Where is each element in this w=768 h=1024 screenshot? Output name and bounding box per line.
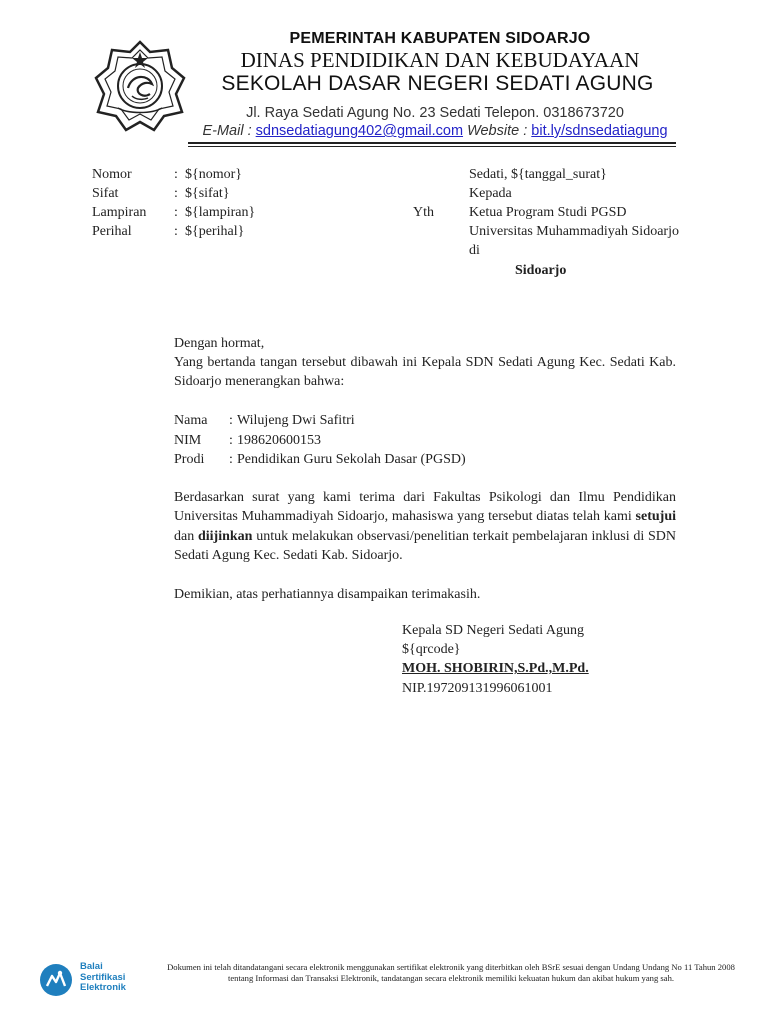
meta-colon: : [174,224,178,239]
email-label: E-Mail : [202,123,252,139]
meta-key: Nomor [92,167,132,182]
letterhead-department: DINAS PENDIDIKAN DAN KEBUDAYAAN [240,48,640,72]
approval-paragraph [174,488,676,565]
meta-colon: : [174,205,178,220]
website-link[interactable]: bit.ly/sdnsedatiagung [531,123,668,139]
intro-paragraph: Yang bertanda tangan tersebut dibawah ini Kepala SDN Sedati Agung Kec. Sedati Kab. Sidoarjo menerangkan bahwa: [174,355,676,390]
letterhead-school-name: SEKOLAH DASAR NEGERI SEDATI AGUNG [221,72,654,95]
meta-value: ${sifat} [185,186,230,201]
yth-label: Yth [413,205,434,220]
bsre-logo-icon [38,962,74,998]
date-line: Sedati, ${tanggal_surat} [469,167,607,182]
approval-text-1: Berdasarkan surat yang kami terima dari Fakultas Psikologi dan Ilmu Pendidikan Universitas Muhammadiyah Sidoarjo, mahasiswa yang tersebut diatas telah kami [174,490,676,525]
recipient-city: Sidoarjo [515,263,567,278]
letterhead-address: Jl. Raya Sedati Agung No. 23 Sedati Telepon. 0318673720 [246,105,624,121]
meta-value: ${perihal} [185,224,245,239]
meta-value: ${lampiran} [185,205,256,220]
letterhead-rule-thin [188,146,676,147]
signatory-nip: NIP.197209131996061001 [402,681,553,696]
approval-text-2: dan [174,528,198,544]
meta-key: Sifat [92,186,119,201]
closing-sentence: Demikian, atas perhatiannya disampaikan terimakasih. [174,587,481,602]
identity-colon: : [229,413,233,428]
esign-disclaimer: Dokumen ini telah ditandatangani secara elektronik menggunakan sertifikat elektronik yang diterbitkan oleh BSrE sesuai dengan Undang Undang No 11 Tahun 2008 tentang Informasi dan Transaksi Elektronik, tandatangan secara elektronik memiliki kekuatan hukum dan akibat hukum yang sah. [167,962,735,983]
approval-bold-setujui: setujui [635,509,676,525]
kepada-label: Kepada [469,186,512,201]
identity-colon: : [229,452,233,467]
identity-key: Nama [174,413,208,428]
meta-key: Perihal [92,224,132,239]
meta-value: ${nomor} [185,167,242,182]
greeting: Dengan hormat, [174,336,265,351]
website-label: Website : [467,123,528,139]
identity-key: Prodi [174,452,205,467]
identity-value: Wilujeng Dwi Safitri [237,413,355,428]
identity-value: Pendidikan Guru Sekolah Dasar (PGSD) [237,452,466,467]
meta-colon: : [174,167,178,182]
bsre-logo-text: Balai Sertifikasi Elektronik [80,961,126,993]
signatory-name [402,659,589,678]
signature-qrcode-placeholder: ${qrcode} [402,642,461,657]
letterhead-rule-thick [188,142,676,144]
di-label: di [469,243,480,258]
email-link[interactable]: sdnsedatiagung402@gmail.com [255,123,464,139]
approval-bold-diijinkan: diijinkan [197,528,253,544]
recipient-line-1: Ketua Program Studi PGSD [469,205,627,220]
meta-key: Lampiran [92,205,147,220]
identity-value: 198620600153 [237,433,321,448]
signatory-name-text: MOH. SHOBIRIN,S.Pd.,M.Pd. [402,661,589,676]
letterhead-contact [0,123,768,139]
identity-colon: : [229,433,233,448]
signature-title: Kepala SD Negeri Sedati Agung [402,623,584,638]
identity-key: NIM [174,433,202,448]
approval-text-3: untuk melakukan observasi/penelitian terkait pembelajaran inklusi di SDN Sedati Agung Kec. Sedati Kab. Sidoarjo. [174,528,677,563]
meta-colon: : [174,186,178,201]
recipient-line-2: Universitas Muhammadiyah Sidoarjo [469,224,679,239]
letterhead-government: PEMERINTAH KABUPATEN SIDOARJO [289,30,591,47]
